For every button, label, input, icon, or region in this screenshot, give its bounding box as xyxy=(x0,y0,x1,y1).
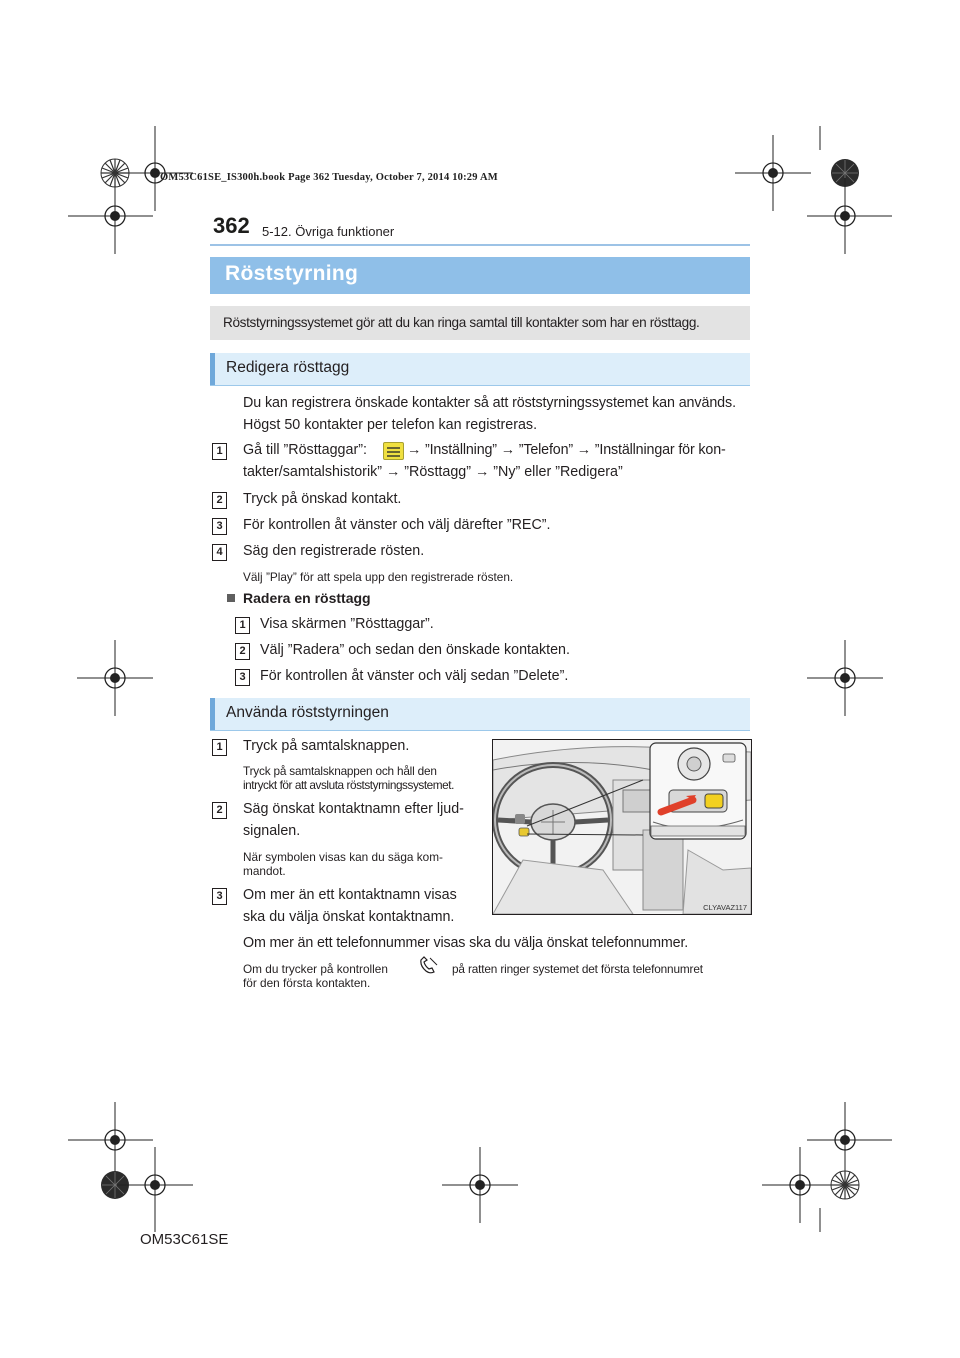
step-4-text: Säg den registrerade rösten. xyxy=(243,543,425,559)
step-1-line2: takter/samtalshistorik” → ”Rösttagg” → ”Ny” eller ”Redigera” xyxy=(243,464,623,480)
edit-para-line1: Du kan registrera önskade kontakter så att röststyrningssystemet kan används. xyxy=(243,395,736,411)
page-number: 362 xyxy=(213,213,250,238)
print-header: OM53C61SE_IS300h.book Page 362 Tuesday, October 7, 2014 10:29 AM xyxy=(160,172,498,183)
menu-icon xyxy=(383,442,404,460)
section-heading-edit xyxy=(210,353,750,386)
bullet-square-icon xyxy=(227,594,235,602)
step-1-line1-post: → ”Inställning” → ”Telefon” → ”Inställningar för kon- xyxy=(407,442,726,458)
title-bar xyxy=(210,257,750,294)
use-step-1: Tryck på samtalsknappen. xyxy=(243,738,410,754)
use-note-2-line1: När symbolen visas kan du säga kom- xyxy=(243,850,443,864)
step-number: 2 xyxy=(212,802,227,819)
use-para: Om mer än ett telefonnummer visas ska du välja önskat telefonnummer. xyxy=(243,935,689,951)
header-rule xyxy=(210,244,750,246)
section-heading-use-label: Använda röststyrningen xyxy=(226,704,389,721)
step-3-text: För kontrollen åt vänster och välj därefter ”REC”. xyxy=(243,517,551,533)
use-note-2-line2: mandot. xyxy=(243,864,286,878)
step-number: 1 xyxy=(212,739,227,756)
intro-box xyxy=(210,306,750,340)
breadcrumb: 5-12. Övriga funktioner xyxy=(262,224,395,239)
section-heading-edit-label: Redigera rösttagg xyxy=(226,359,350,376)
delete-step-3: För kontrollen åt vänster och välj sedan ”Delete”. xyxy=(260,668,569,684)
section-heading-use xyxy=(210,698,750,731)
step-1-line1-pre: Gå till ”Rösttaggar”: xyxy=(243,442,367,458)
steering-wheel-illustration xyxy=(492,739,752,915)
intro-text: Röststyrningssystemet gör att du kan ringa samtal till kontakter som har en rösttagg. xyxy=(223,315,700,330)
step-number: 4 xyxy=(212,544,227,561)
use-note-1-line2: intryckt för att avsluta röststyrningssystemet. xyxy=(243,778,454,792)
heading-accent xyxy=(210,698,215,730)
delete-heading: Radera en rösttagg xyxy=(243,590,371,606)
step-number: 3 xyxy=(212,518,227,535)
use-step-2-line1: Säg önskat kontaktnamn efter ljud- xyxy=(243,801,464,817)
delete-step-2: Välj ”Radera” och sedan den önskade kontakten. xyxy=(260,642,570,658)
edit-note: Välj ”Play” för att spela upp den registrerade rösten. xyxy=(243,570,514,584)
page-title: Röststyrning xyxy=(225,262,359,285)
step-number: 1 xyxy=(235,617,250,634)
heading-accent xyxy=(210,353,215,385)
use-step-2-line2: signalen. xyxy=(243,823,301,839)
image-code: CLYAVAZ117 xyxy=(703,903,747,912)
edit-para-line2: Högst 50 kontakter per telefon kan registreras. xyxy=(243,417,538,433)
use-step-3-line2: ska du välja önskat kontaktnamn. xyxy=(243,909,455,925)
step-number: 3 xyxy=(212,888,227,905)
step-number: 3 xyxy=(235,669,250,686)
step-number: 2 xyxy=(235,643,250,660)
step-2-text: Tryck på önskad kontakt. xyxy=(243,491,402,507)
use-note-3-pre: Om du trycker på kontrollen xyxy=(243,962,388,976)
dashboard-drawing xyxy=(493,740,751,914)
step-number: 2 xyxy=(212,492,227,509)
phone-icon xyxy=(418,956,440,974)
use-note-3-line2: för den första kontakten. xyxy=(243,976,371,990)
step-number: 1 xyxy=(212,443,227,460)
use-note-3-post: på ratten ringer systemet det första telefonnumret xyxy=(452,962,703,976)
use-step-3-line1: Om mer än ett kontaktnamn visas xyxy=(243,887,457,903)
delete-step-1: Visa skärmen ”Rösttaggar”. xyxy=(260,616,434,632)
use-note-1-line1: Tryck på samtalsknappen och håll den xyxy=(243,764,437,778)
footer-code: OM53C61SE xyxy=(140,1231,229,1248)
